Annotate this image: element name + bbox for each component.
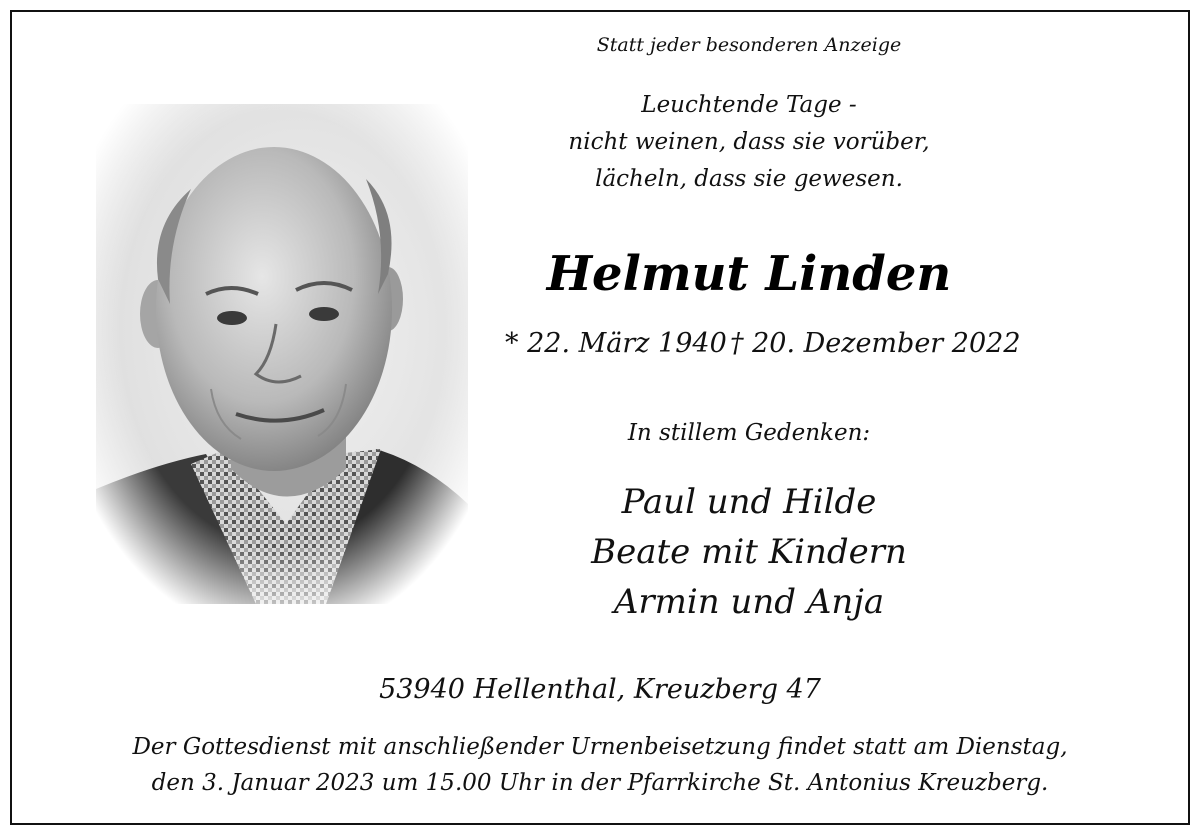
mourner-1: Paul und Hilde [621, 482, 877, 522]
address: 53940 Hellenthal, Kreuzberg 47 [379, 674, 821, 705]
poem-line-3: lächeln, dass sie gewesen. [595, 166, 903, 192]
birth-date: * 22. März 1940 [505, 328, 727, 359]
deceased-name: Helmut Linden [546, 246, 952, 302]
service-line-1: Der Gottesdienst mit anschließender Urnenbeisetzung findet statt am Dienstag, [132, 734, 1068, 760]
mourner-2: Beate mit Kindern [591, 532, 907, 572]
death-date: † 20. Dezember 2022 [730, 328, 1021, 359]
poem-line-2: nicht weinen, dass sie vorüber, [568, 129, 930, 155]
intro-line: Statt jeder besonderen Anzeige [596, 34, 902, 56]
obituary-notice [10, 10, 1190, 825]
mourners-heading: In stillem Gedenken: [627, 420, 871, 446]
poem-line-1: Leuchtende Tage - [641, 92, 857, 118]
mourner-3: Armin und Anja [613, 582, 885, 622]
service-line-2: den 3. Januar 2023 um 15.00 Uhr in der Pfarrkirche St. Antonius Kreuzberg. [151, 770, 1049, 796]
portrait-photo [96, 104, 468, 604]
